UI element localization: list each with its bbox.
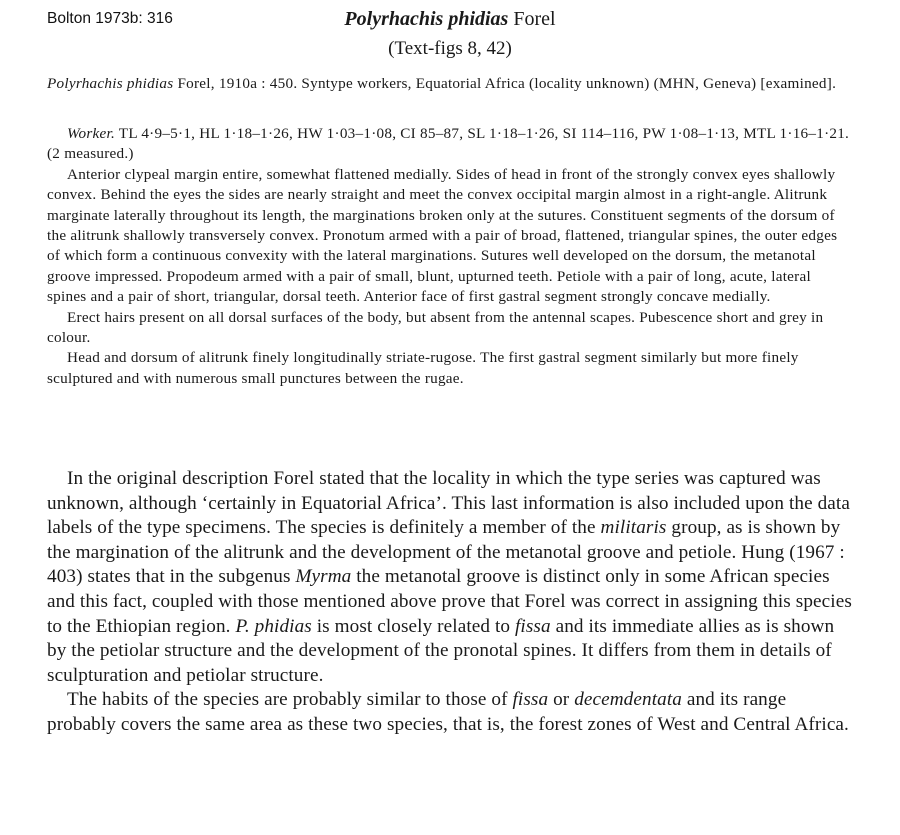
synonymy-entry: [47, 74, 852, 94]
discussion-text: and its range probably covers the same area as these two species, that is, the forest zones of West and Central Africa.: [47, 689, 849, 735]
worker-description: [47, 124, 852, 389]
discussion-text: In the original description Forel stated that the locality in which the type series was captured was unknown, although ‘certainly in Equatorial Africa’. This last information is also included upon the data labels of the type specimens. The species is definitely a member of the: [47, 468, 850, 539]
discussion-text: or: [548, 689, 575, 711]
synonymy-taxon: Polyrhachis phidias: [47, 75, 174, 92]
source-reference: Bolton 1973b: 316: [47, 10, 173, 27]
discussion: [47, 467, 852, 738]
discussion-text: is most closely related to: [311, 615, 515, 637]
discussion-paragraph-1: [47, 467, 852, 688]
figure-reference: (Text-figs 8, 42): [388, 38, 512, 59]
title-species: Polyrhachis phidias: [344, 8, 509, 30]
worker-label: Worker.: [67, 125, 116, 142]
discussion-text: and its immediate allies as is shown by the petiolar structure and the development of the pronotal spines. It differs from them in details of sculpturation and petiolar structure.: [47, 615, 835, 686]
page-title: [0, 6, 900, 32]
worker-measurements: [47, 124, 852, 165]
subgenus-name: Myrma: [295, 566, 352, 588]
species-group-name: militaris: [600, 517, 667, 539]
species-name: fissa: [512, 689, 549, 711]
worker-measurement-text: TL 4·9–5·1, HL 1·18–1·26, HW 1·03–1·08, CI 85–87, SL 1·18–1·26, SI 114–116, PW 1·08–1·13, MTL 1·16–1·21. (2 measured.): [47, 125, 850, 163]
discussion-text: the metanotal groove is distinct only in some African species and this fact, coupled with those mentioned above prove that Forel was correct in assigning this species to the Ethiopian region.: [47, 566, 852, 637]
synonymy-text: Forel, 1910a : 450. Syntype workers, Equatorial Africa (locality unknown) (MHN, Geneva) [examined].: [173, 75, 837, 92]
discussion-paragraph-2: [47, 688, 852, 737]
title-author: Forel: [508, 8, 556, 30]
discussion-text: The habits of the species are probably similar to those of: [67, 689, 513, 711]
species-name: decemdentata: [574, 689, 682, 711]
worker-sculpture-paragraph: Head and dorsum of alitrunk finely longitudinally striate-rugose. The first gastral segment similarly but more finely sculptured and with numerous small punctures between the rugae.: [47, 349, 799, 387]
species-name: P. phidias: [235, 615, 312, 637]
synonymy-block: [47, 74, 852, 94]
worker-morphology-paragraph: Anterior clypeal margin entire, somewhat flattened medially. Sides of head in front of the strongly convex eyes shallowly convex. Behind the eyes the sides are nearly straight and meet the convex occipital margin almost in a right-angle. Alitrunk marginate laterally throughout its length, the marginations broken only at the sutures. Constituent segments of the dorsum of the alitrunk shallowly transversely convex. Pronotum armed with a pair of broad, flattened, triangular spines, the outer edges of which form a continuous convexity with the lateral marginations. Sutures well developed on the dorsum, the metanotal groove impressed. Propodeum armed with a pair of small, blunt, upturned teeth. Petiole with a pair of long, acute, lateral spines and a pair of short, triangular, dorsal teeth. Anterior face of first gastral segment strongly concave medially.: [47, 165, 838, 306]
worker-pilosity-paragraph: Erect hairs present on all dorsal surfaces of the body, but absent from the antennal scapes. Pubescence short and grey in colour.: [47, 308, 824, 347]
species-name: fissa: [515, 615, 551, 637]
discussion-text: group, as is shown by the margination of the alitrunk and the development of the metanotal groove and petiole. Hung (1967 : 403) states that in the subgenus: [47, 517, 845, 588]
